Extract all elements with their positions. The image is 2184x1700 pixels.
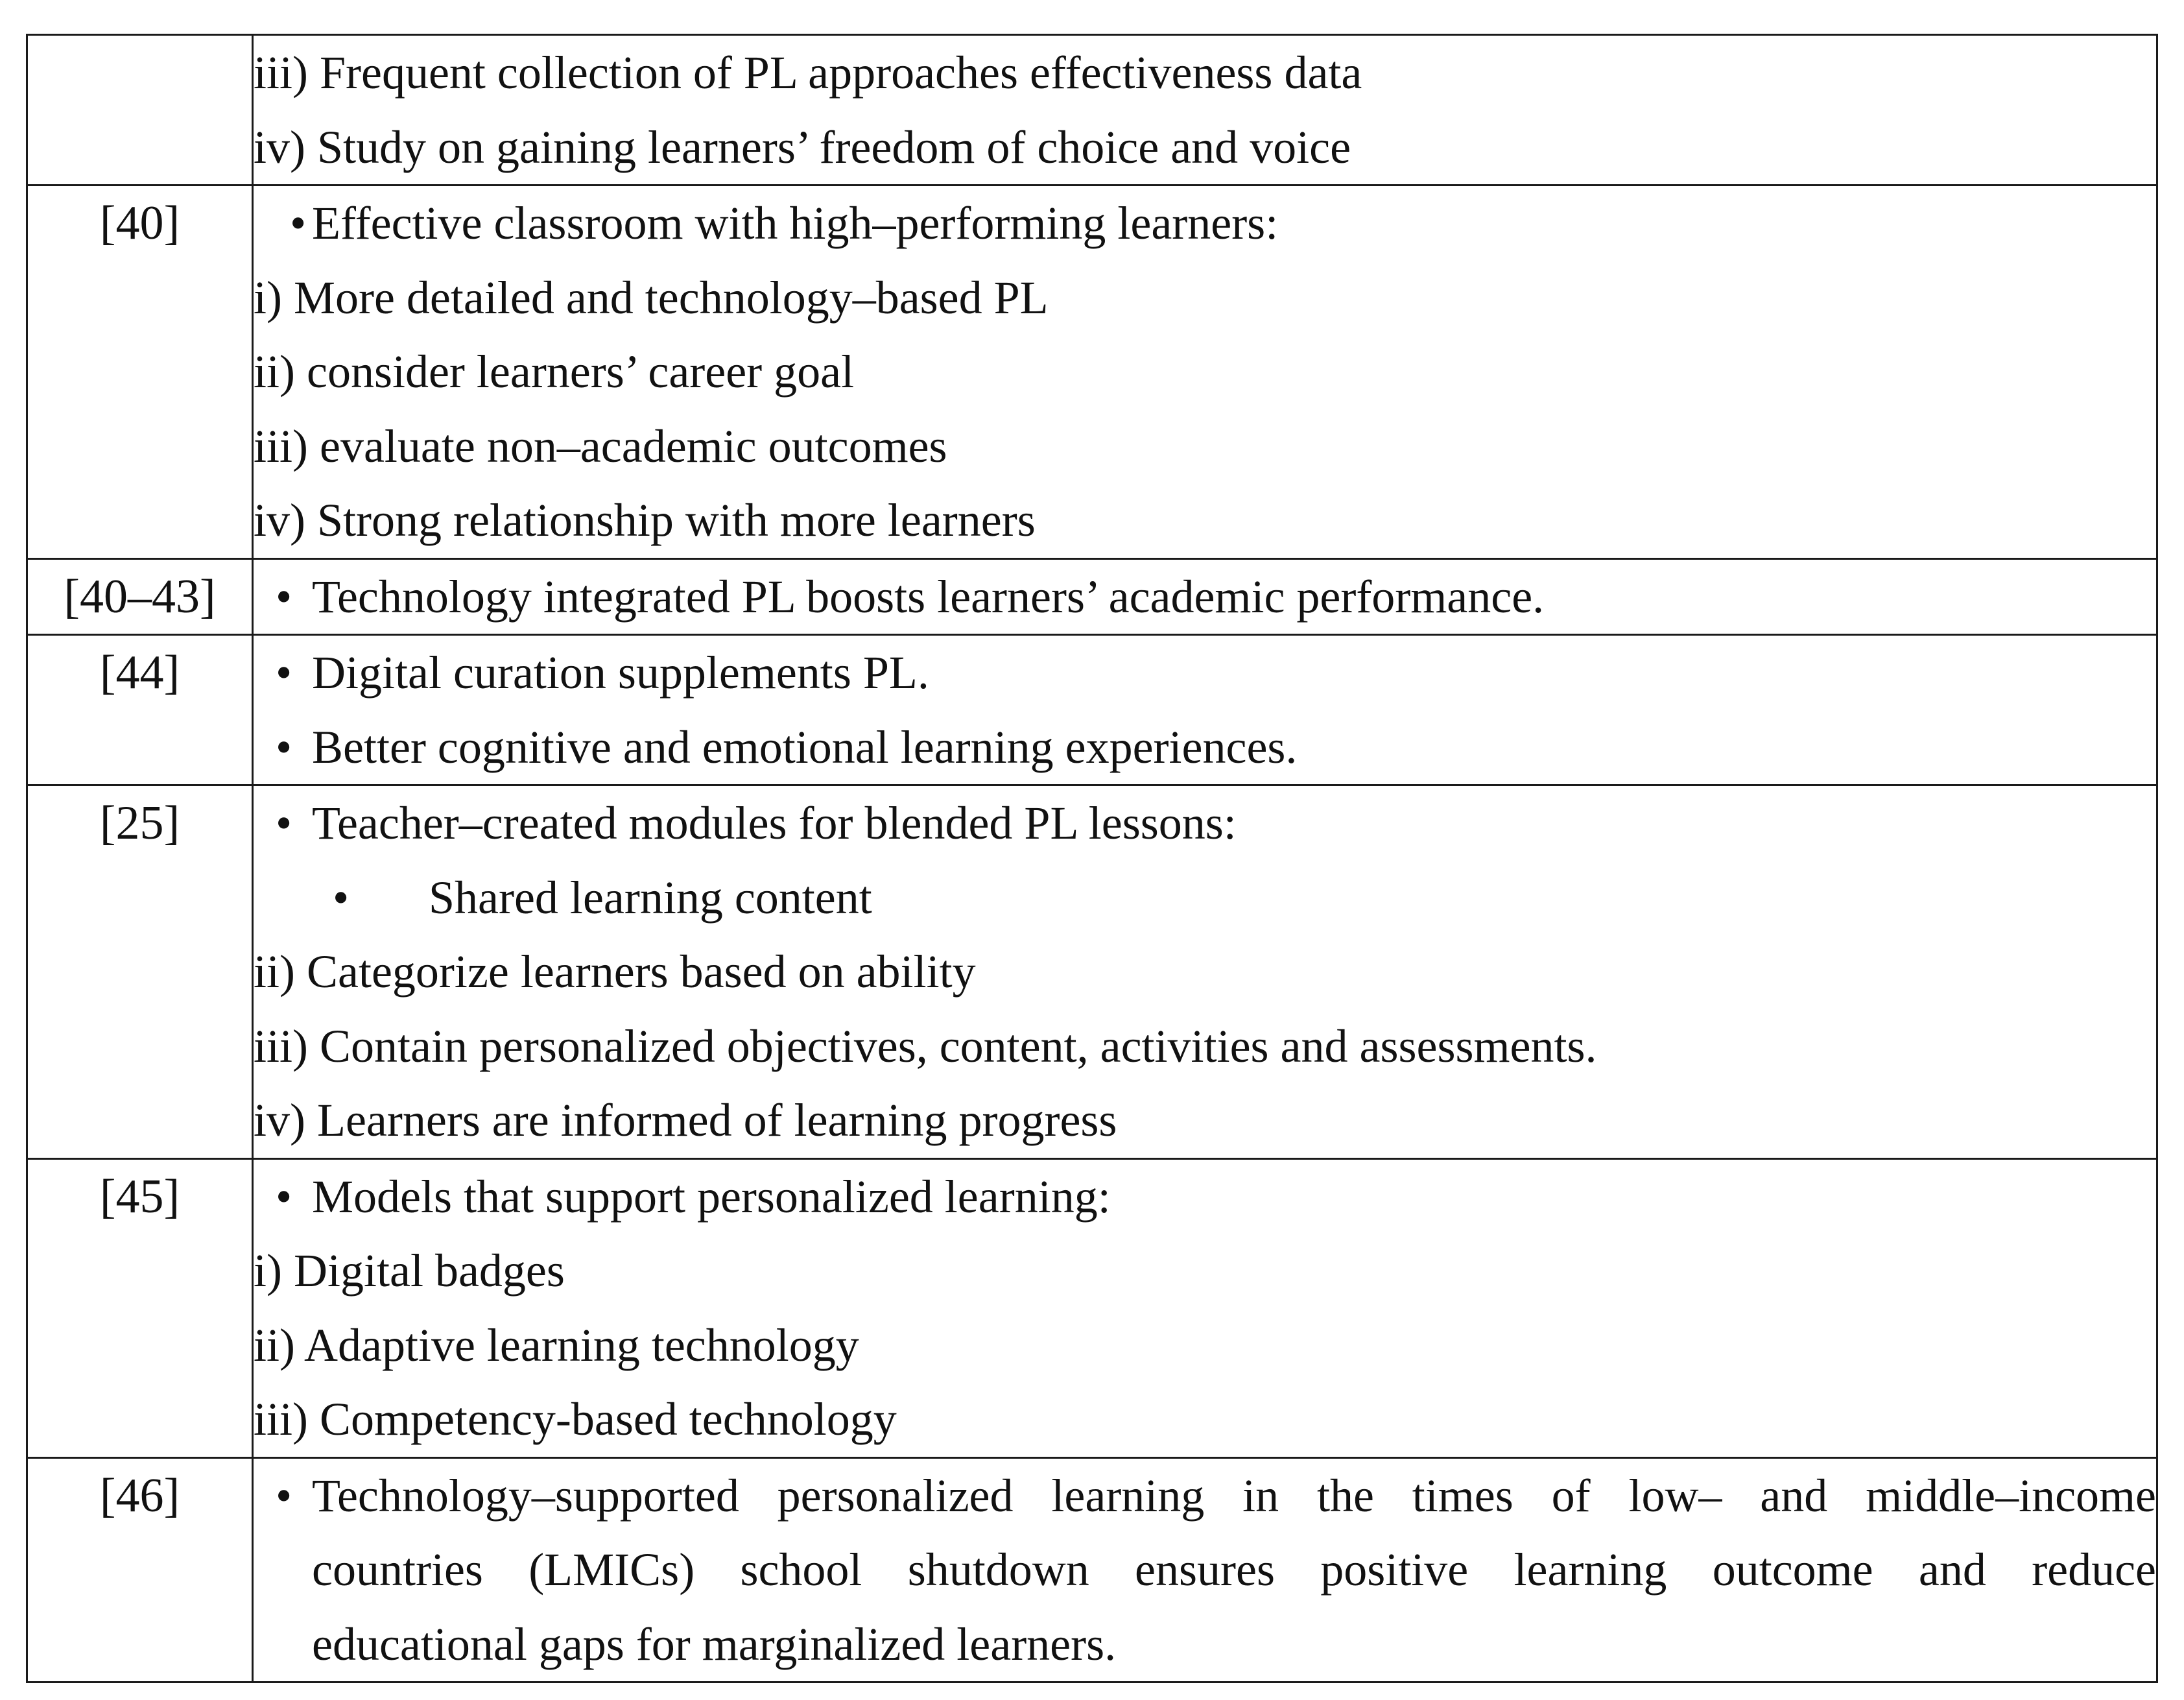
list-item: iii) Contain personalized objectives, content, activities and assessments. <box>254 1020 1597 1072</box>
reference-cell <box>27 35 253 186</box>
bullet-icon: • <box>276 721 292 773</box>
table-row <box>27 635 2157 785</box>
reference-cell: [44] <box>27 635 253 785</box>
bullet-paragraph <box>254 1459 2156 1682</box>
content-cell <box>253 635 2157 785</box>
content-cell <box>253 1158 2157 1457</box>
bullet-text: Teacher–created modules for blended PL lessons: <box>312 797 1237 849</box>
list-item: i) More detailed and technology–based PL <box>254 271 1049 324</box>
bullet-text: Better cognitive and emotional learning experiences. <box>312 721 1298 773</box>
bullet-item <box>254 636 2156 710</box>
table-row <box>27 35 2157 186</box>
bullet-text: Technology integrated PL boosts learners’ academic performance. <box>312 570 1545 623</box>
bullet-text: Digital curation supplements PL. <box>312 647 929 699</box>
bullet-icon: • <box>290 197 307 249</box>
review-table <box>26 34 2158 1683</box>
bullet-item <box>254 186 2156 261</box>
bullet-item <box>254 786 2156 861</box>
table-row <box>27 1158 2157 1457</box>
list-item: ii) Adaptive learning technology <box>254 1319 859 1371</box>
content-cell <box>253 1457 2157 1682</box>
table-row <box>27 785 2157 1159</box>
list-item: iii) Frequent collection of PL approaches effectiveness data <box>254 47 1362 99</box>
content-cell <box>253 785 2157 1159</box>
content-cell <box>253 35 2157 186</box>
reference-cell: [40] <box>27 186 253 559</box>
bullet-item <box>254 710 2156 785</box>
paragraph-line: Technology–supported personalized learning in the times of low– and middle–income <box>312 1469 2156 1522</box>
list-item: iv) Strong relationship with more learners <box>254 494 1036 546</box>
table-row <box>27 1457 2157 1682</box>
list-item: iv) Learners are informed of learning progress <box>254 1094 1117 1146</box>
reference-cell: [46] <box>27 1457 253 1682</box>
table-row <box>27 186 2157 559</box>
reference-cell: [25] <box>27 785 253 1159</box>
bullet-icon: • <box>276 570 292 623</box>
paragraph-line: countries (LMICs) school shutdown ensures positive learning outcome and reduce <box>312 1544 2156 1596</box>
bullet-item <box>254 560 2156 634</box>
content-cell <box>253 558 2157 635</box>
reference-cell: [45] <box>27 1158 253 1457</box>
bullet-text: Models that support personalized learning: <box>312 1170 1111 1223</box>
bullet-text: Effective classroom with high–performing learners: <box>312 197 1279 249</box>
sub-bullet-item <box>254 861 2156 935</box>
review-table-container <box>26 34 2158 1683</box>
bullet-icon: • <box>333 871 350 924</box>
reference-cell: [40–43] <box>27 558 253 635</box>
list-item: ii) Categorize learners based on ability <box>254 946 976 998</box>
bullet-icon: • <box>276 647 292 699</box>
paragraph-line: educational gaps for marginalized learners. <box>312 1618 1117 1670</box>
bullet-icon: • <box>276 797 292 849</box>
list-item: ii) consider learners’ career goal <box>254 346 855 398</box>
sub-bullet-text: Shared learning content <box>429 871 872 924</box>
bullet-icon: • <box>276 1170 292 1223</box>
bullet-item <box>254 1160 2156 1234</box>
list-item: iii) Competency-based technology <box>254 1393 897 1445</box>
table-row <box>27 558 2157 635</box>
list-item: iv) Study on gaining learners’ freedom of choice and voice <box>254 121 1351 173</box>
content-cell <box>253 186 2157 559</box>
list-item: iii) evaluate non–academic outcomes <box>254 420 947 472</box>
bullet-icon: • <box>276 1469 292 1522</box>
list-item: i) Digital badges <box>254 1245 565 1297</box>
